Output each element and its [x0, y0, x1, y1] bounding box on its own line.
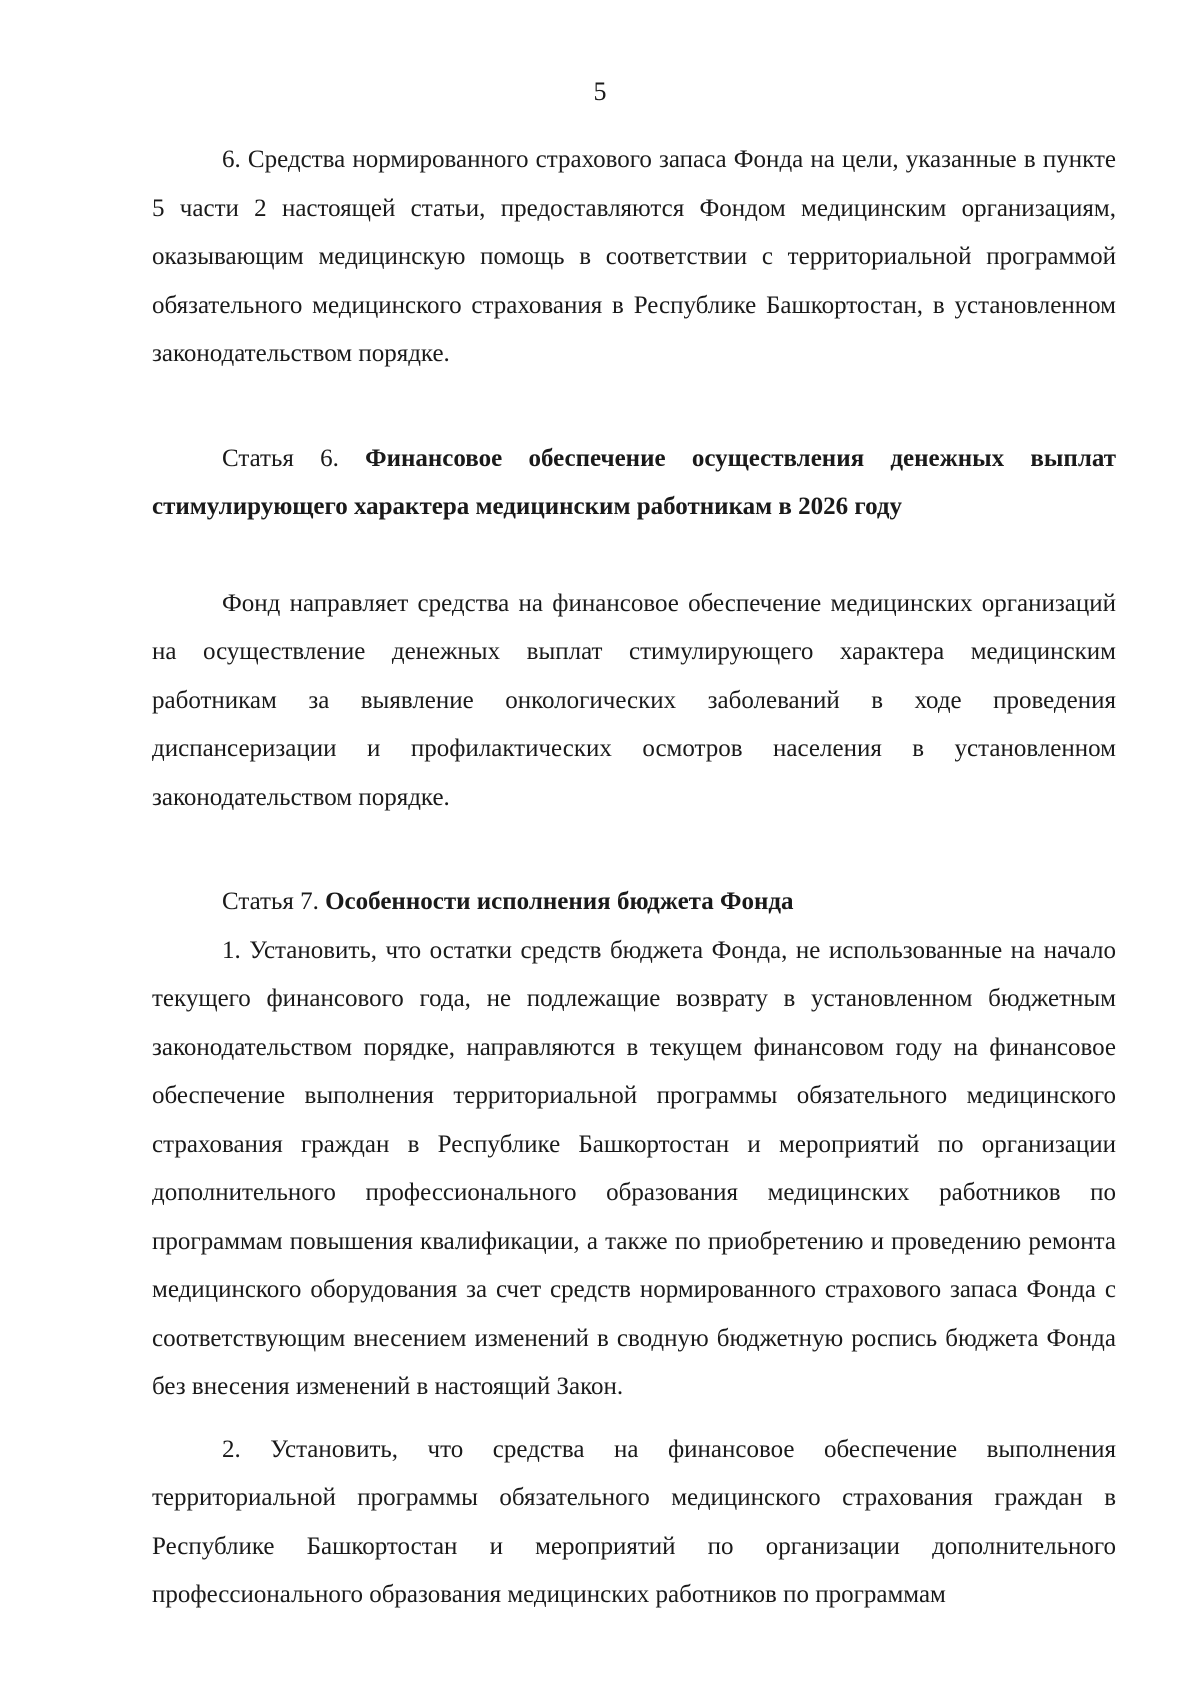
document-body: [152, 136, 1116, 1620]
article-6-heading: [152, 435, 1116, 532]
spacer: [152, 822, 1116, 878]
spacer: [152, 379, 1116, 435]
article-6-title: Финансовое обеспечение осуществления денежных выплат стимулирующего характера медицинским работникам в 2026 году: [152, 444, 1116, 520]
spacer: [152, 532, 1116, 580]
article-6-body: Фонд направляет средства на финансовое обеспечение медицинских организаций на осуществление денежных выплат стимулирующего характера медицинским работникам за выявление онкологических заболеваний в ходе проведения диспансеризации и профилактических осмотров населения в установленном законодательством порядке.: [152, 589, 1116, 811]
article-7-item-2: 2. Установить, что средства на финансовое обеспечение выполнения территориальной программы обязательного медицинского страхования граждан в Республике Башкортостан и мероприятий по организации дополнительного профессионального образования медицинских работников по программам: [152, 1435, 1116, 1608]
article-6-label: Статья 6.: [222, 444, 339, 472]
article-7-item-1: 1. Установить, что остатки средств бюджета Фонда, не использованные на начало текущего финансового года, не подлежащие возврату в установленном бюджетным законодательством порядке, направляются в текущем финансовом году на финансовое обеспечение выполнения территориальной программы обязательного медицинского страхования граждан в Республике Башкортостан и мероприятий по организации дополнительного профессионального образования медицинских работников по программам повышения квалификации, а также по приобретению и проведению ремонта медицинского оборудования за счет средств нормированного страхового запаса Фонда с соответствующим внесением изменений в сводную бюджетную роспись бюджета Фонда без внесения изменений в настоящий Закон.: [152, 936, 1116, 1400]
article-7-heading: [152, 878, 1116, 927]
page-number: 5: [593, 77, 607, 106]
article-7-label: Статья 7.: [222, 888, 319, 915]
article-7-title: Особенности исполнения бюджета Фонда: [325, 888, 794, 915]
spacer: [152, 1412, 1116, 1426]
paragraph-6: 6. Средства нормированного страхового запаса Фонда на цели, указанные в пункте 5 части 2 настоящей статьи, предоставляются Фондом медицинским организациям, оказывающим медицинскую помощь в соответствии с территориальной программой обязательного медицинского страхования в Республике Башкортостан, в установленном законодательством порядке.: [152, 146, 1116, 367]
